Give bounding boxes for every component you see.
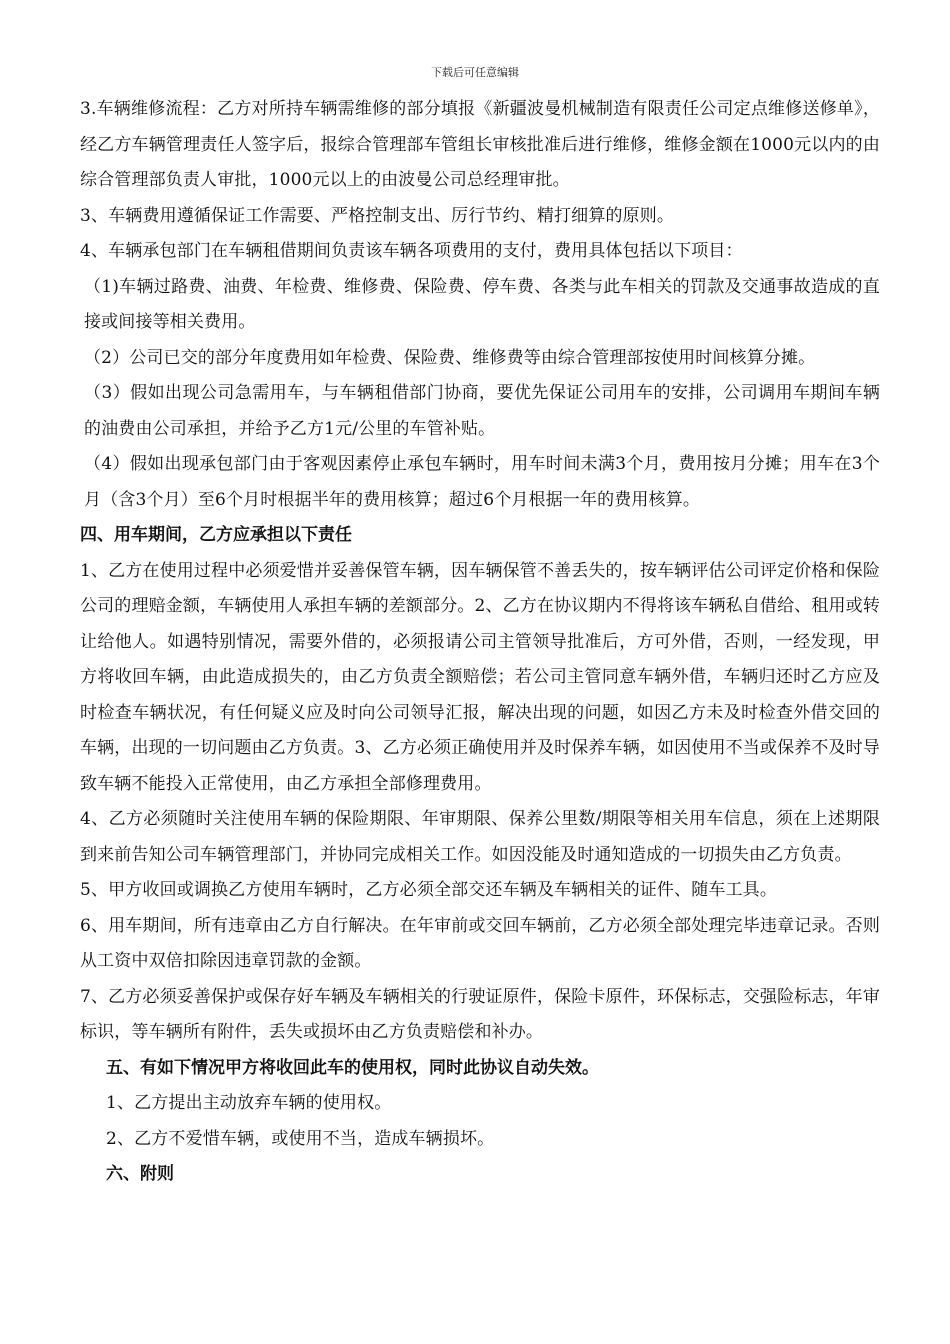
paragraph-cost-item-4: （4）假如出现承包部门由于客观因素停止承包车辆时，用车时间未满3个月，费用按月分摊；用车在3个月（含3个月）至6个月时根据半年的费用核算；超过6个月根据一年的费用核算。 [84, 454, 880, 510]
paragraph-duty-6: 6、用车期间，所有违章由乙方自行解决。在年审前或交回车辆前，乙方必须全部处理完毕违章记录。否则从工资中双倍扣除因违章罚款的金额。 [80, 915, 880, 971]
paragraph-revoke-2: 2、乙方不爱惜车辆，或使用不当，造成车辆损坏。 [106, 1128, 495, 1149]
section-heading-4: 四、用车期间，乙方应承担以下责任 [80, 525, 352, 545]
paragraph-cost-items-intro: 4、车辆承包部门在车辆租借期间负责该车辆各项费用的支付，费用具体包括以下项目： [80, 241, 743, 261]
header-note: 下载后可任意编辑 [431, 66, 519, 79]
section-heading-5: 五、有如下情况甲方将收回此车的使用权，同时此协议自动失效。 [106, 1057, 599, 1078]
paragraph-cost-item-3: （3）假如出现公司急需用车，与车辆租借部门协商，要优先保证公司用车的安排，公司调用车期间车辆的油费由公司承担，并给予乙方1元/公里的车管补贴。 [84, 383, 880, 439]
paragraph-cost-principle: 3、车辆费用遵循保证工作需要、严格控制支出、厉行节约、精打细算的原则。 [80, 205, 675, 226]
paragraph-duty-5: 5、甲方收回或调换乙方使用车辆时，乙方必须全部交还车辆及车辆相关的证件、随车工具。 [80, 880, 777, 900]
paragraph-duty-4: 4、乙方必须随时关注使用车辆的保险期限、年审期限、保养公里数/期限等相关用车信息，须在上述期限到来前告知公司车辆管理部门，并协同完成相关工作。如因没能及时通知造成的一切损失由乙方负责。 [80, 809, 880, 865]
paragraph-revoke-1: 1、乙方提出主动放弃车辆的使用权。 [106, 1093, 392, 1113]
document-body [80, 92, 880, 1193]
paragraph-maintenance-process: 3.车辆维修流程：乙方对所持车辆需维修的部分填报《新疆波曼机械制造有限责任公司定点维修送修单》，经乙方车辆管理责任人签字后，报综合管理部车管组长审核批准后进行维修，维修金额在1000元以内的由综合管理部负责人审批，1000元以上的由波曼公司总经理审批。 [80, 99, 880, 190]
paragraph-cost-item-1: （1)车辆过路费、油费、年检费、维修费、保险费、停车费、各类与此车相关的罚款及交通事故造成的直接或间接等相关费用。 [84, 276, 880, 332]
paragraph-duty-1-3: 1、乙方在使用过程中必须爱惜并妥善保管车辆，因车辆保管不善丢失的，按车辆评估公司评定价格和保险公司的理赔金额，车辆使用人承担车辆的差额部分。2、乙方在协议期内不得将该车辆私自借给、租用或转让给他人。如遇特别情况，需要外借的，必须报请公司主管领导批准后，方可外借，否则，一经发现，甲方将收回车辆，由此造成损失的，由乙方负责全额赔偿；若公司主管同意车辆外借，车辆归还时乙方应及时检查车辆状况，有任何疑义应及时向公司领导汇报，解决出现的问题，如因乙方未及时检查外借交回的车辆，出现的一切问题由乙方负责。3、乙方必须正确使用并及时保养车辆，如因使用不当或保养不及时导致车辆不能投入正常使用，由乙方承担全部修理费用。 [80, 560, 880, 794]
paragraph-duty-7: 7、乙方必须妥善保护或保存好车辆及车辆相关的行驶证原件，保险卡原件，环保标志，交强险标志，年审标识，等车辆所有附件，丢失或损坏由乙方负责赔偿和补办。 [80, 986, 880, 1042]
section-heading-6: 六、附则 [106, 1164, 174, 1184]
paragraph-cost-item-2: （2）公司已交的部分年度费用如年检费、保险费、维修费等由综合管理部按使用时间核算分摊。 [84, 347, 816, 368]
